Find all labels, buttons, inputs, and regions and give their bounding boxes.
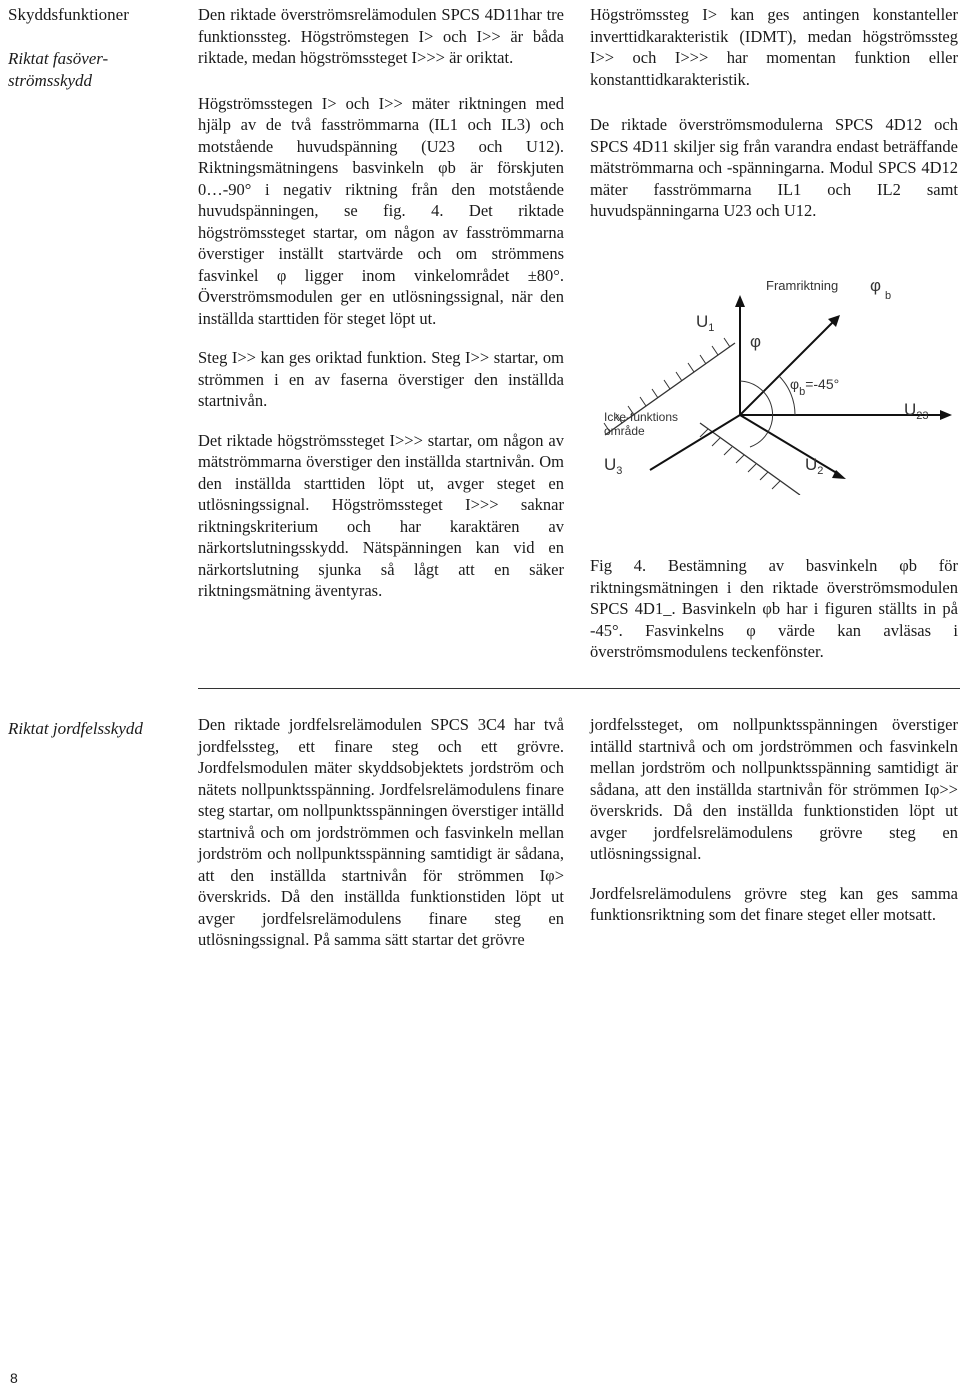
paragraph: Steg I>> kan ges oriktad funktion. Steg I>> startar, om strömmen i en av faserna överstiger den inställda startnivån. [198, 348, 564, 410]
phi-label: φ [750, 332, 762, 351]
paragraph: Det riktade högströmssteget I>>> startar, om någon av mätströmmarna överstiger den inställda startnivån. Om den inställda starttiden löpt ut, avger steget en utlösningssignal. Högströmssteget I>>> saknar riktningskriterium och har karaktären av närkortslutningsskydd. Nätspänningen kan vid en närkortslutning sjunka så lågt att en säker riktningsmätning äventyras. [198, 430, 564, 600]
paragraph: Högströmsstegen I> och I>> mäter riktningen med hjälp av de två fasströmmarna (IL1 och IL3) och motstående huvudspänning (U23 och U12). Riktningsmätningens basvinkeln φb är förskjuten 0…-90° i negativ riktning från den motstående huvudspänningen, se fig. 4. Det riktade högströmssteget startar, om någon av fasströmmarna överstiger inställt startvärde och om strömmens fasvinkel φ ligger inom vinkelområdet ±80°. Överströmsmodulen ger en utlösningssignal, när den inställda starttiden för steget löpt ut. [198, 93, 564, 328]
u23-label: $U_{23}$ [904, 400, 929, 422]
column-mid-top [198, 4, 564, 620]
figure-caption: Fig 4. Bestämning av basvinkeln φb för riktningsmätningen i den riktade överströmsmodulen SPCS 4D1_. Basvinkeln φb har i figuren ställts in på -45°. Fasvinkelns φ värde kan avläsas i överströmsmodulens teckenfönster. [590, 556, 958, 661]
page-number: 8 [10, 1370, 18, 1386]
paragraph: Högströmssteg I> kan ges antingen konstanteller inverttidkarakteristik (IDMT), medan högströmssteg I>> och I>>> har momentan funktion eller konstanttidkarakteristik. [590, 5, 958, 89]
column-mid-bottom [198, 714, 564, 969]
phasor-diagram [590, 255, 960, 495]
framriktning-label: Framriktning [766, 278, 839, 293]
u23-arrowhead [940, 410, 952, 420]
subsection-title-directional-earth-fault: Riktat jordfelsskydd [8, 719, 143, 738]
paragraph: Den riktade överströmsrelämodulen SPCS 4D11har tre funktionssteg. Högströmstegen I> och I>> är båda riktade, medan högströmssteget I>>> är oriktat. [198, 5, 564, 67]
section-title: Skyddsfunktioner [8, 5, 129, 24]
paragraph: Jordfelsrelämodulens grövre steg kan ges samma funktionsriktning som det finare steget eller motsatt. [590, 883, 958, 924]
u1-arrowhead [735, 295, 745, 307]
icke-funktions-label-2: område [604, 424, 645, 438]
subsection-title-directional-overcurrent: Riktat fasöver- strömsskydd [8, 49, 109, 90]
boundary-line-lower [700, 423, 800, 495]
section-divider [198, 688, 960, 689]
paragraph: De riktade överströmsmodulerna SPCS 4D12 och SPCS 4D11 skiljer sig från varandra endast beträffande mätströmmarna och -spänningarna. Modul SPCS 4D12 mäter fasströmmarna IL1 och IL2 samt huvudspänningarna U23 och U12. [590, 115, 958, 220]
phi-b-label: $\varphi_b$ [870, 276, 892, 302]
column-right-top [590, 4, 958, 240]
paragraph: jordfelssteget, om nollpunktsspänningen överstiger intälld startnivå och om jordströmmen och fasvinkeln mellan jordström och nollpunktsspänning samtidigt är sådana, att den inställda startnivån för strömmen Iφ>> överskrids. Då den inställda funktionstiden löpt ut avger jordfelsrelämodulens grövre steg en utlösningssignal. [590, 715, 958, 863]
u3-label: $U_3$ [604, 455, 623, 477]
u2-label: $U_2$ [805, 455, 824, 477]
icke-funktions-label-1: Icke-funktions [604, 410, 679, 424]
column-right-bottom [590, 714, 958, 944]
u1-label: $U_1$ [696, 312, 715, 334]
paragraph: Den riktade jordfelsrelämodulen SPCS 3C4 har två jordfelssteg, ett finare steg och ett grövre. Jordfelsmodulen mäter skyddsobjektets jordström och nätets nollpunktsspänning. Jordfelsrelämodulens finare steg startar, om nollpunktsspänningen överstiger intälld startnivå och om jordströmmen och fasvinkeln mellan jordström och nollpunktsspänning samtidigt är sådana, att den inställda startnivån för strömmen Iφ> överskrids. Då den inställda funktionstiden löpt ut avger jordfelsrelämodulens finare steg en utlösningssignal. På samma sätt startar det grövre [198, 715, 564, 949]
phi-b-angle-label: $\varphi_b=-45^\circ$ [790, 376, 840, 398]
